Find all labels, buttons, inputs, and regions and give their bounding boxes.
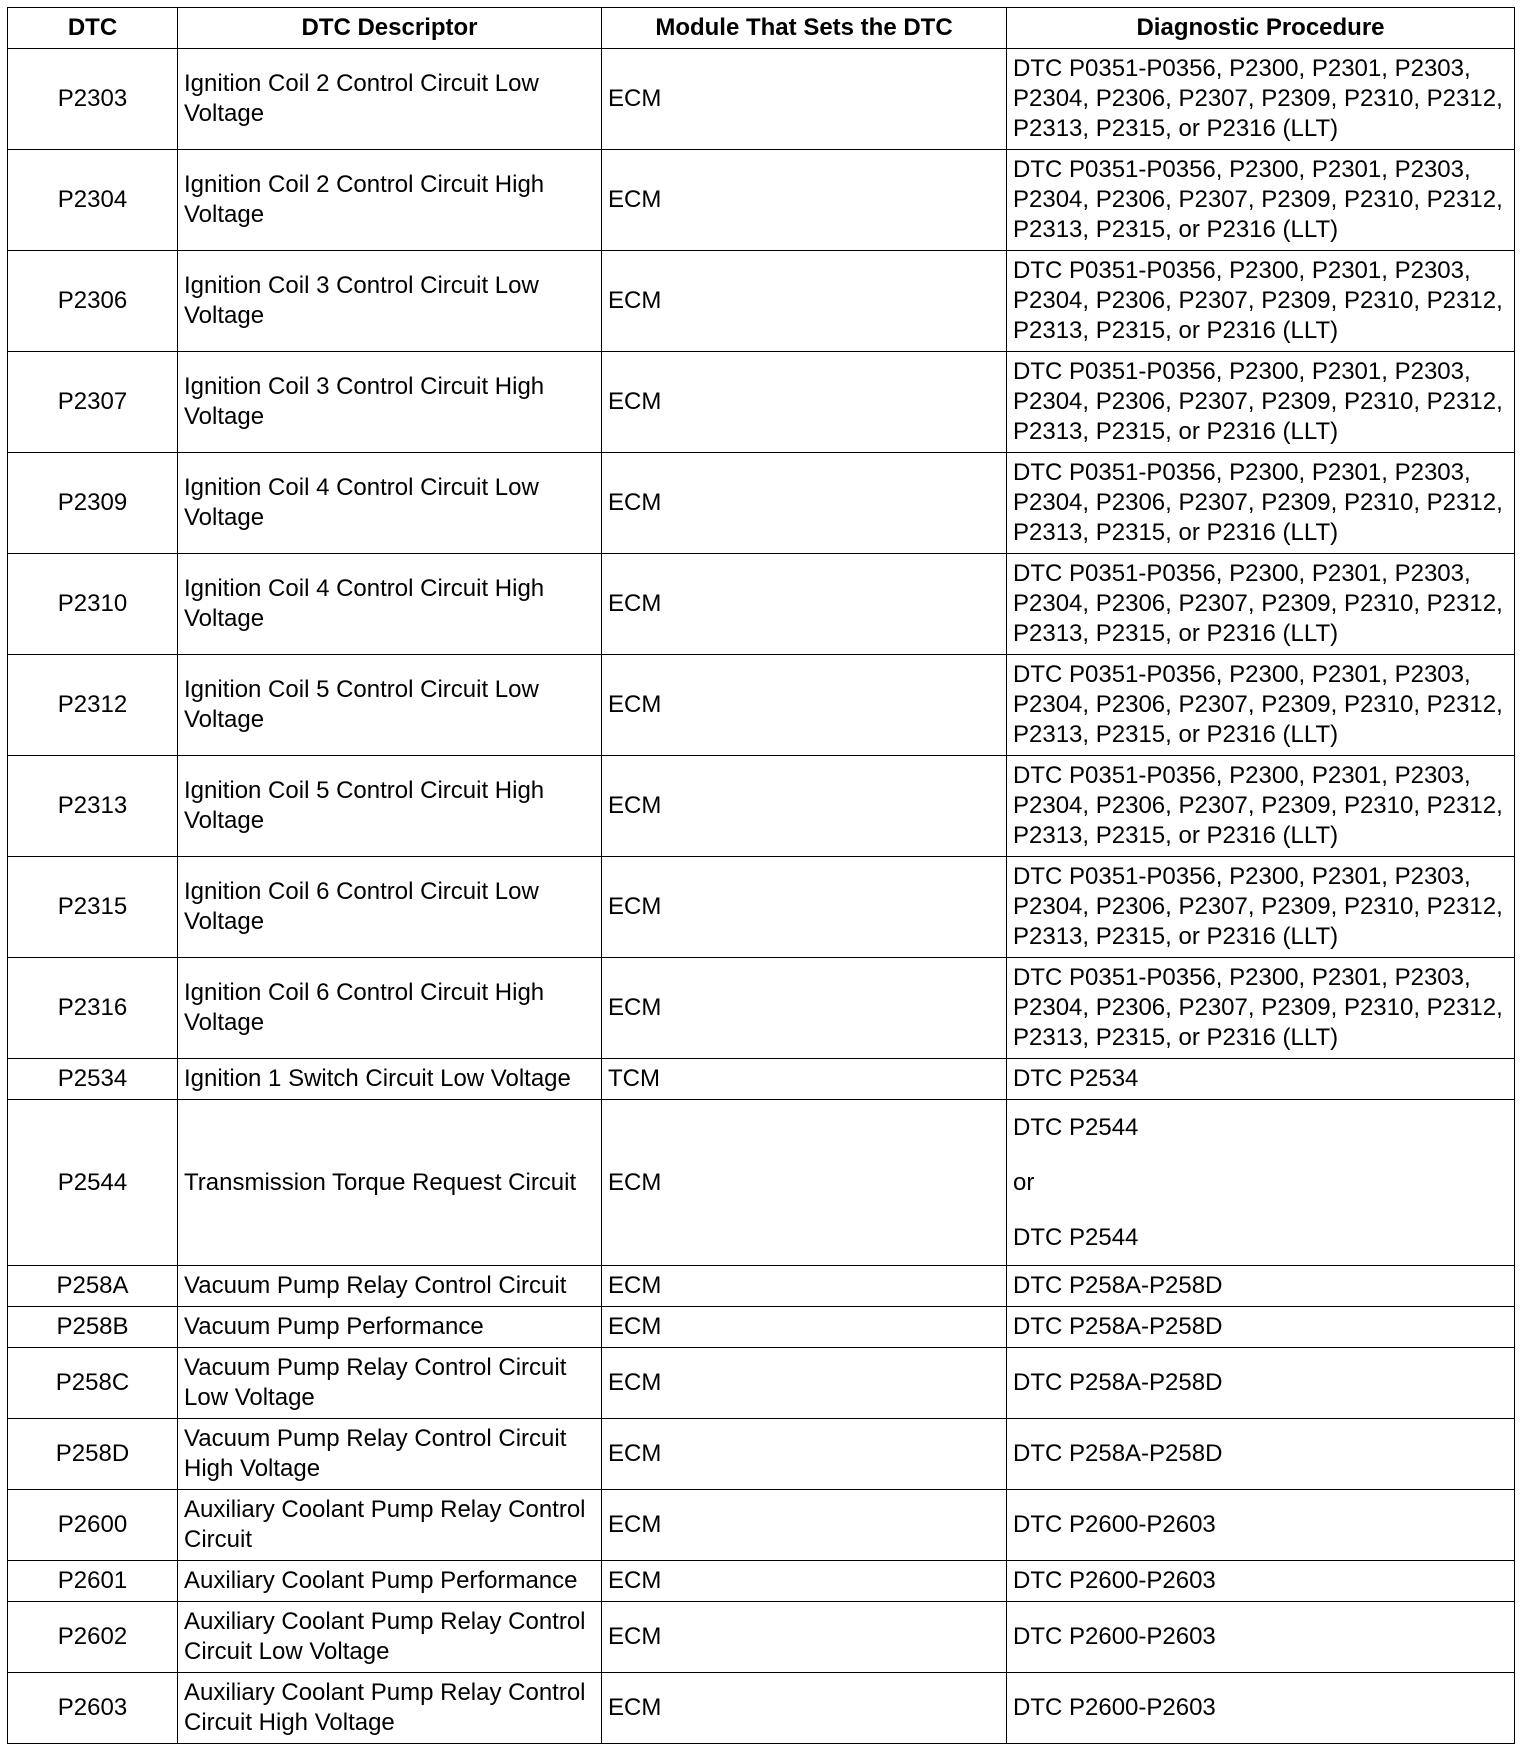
header-descriptor: DTC Descriptor (178, 8, 602, 49)
diagnostic-procedure: DTC P0351-P0356, P2300, P2301, P2303, P2304, P2306, P2307, P2309, P2310, P2312, P2313, P2315, or P2316 (LLT) (1007, 251, 1515, 352)
dtc-descriptor: Ignition Coil 5 Control Circuit Low Voltage (178, 655, 602, 756)
table-row (8, 1059, 1515, 1100)
dtc-descriptor: Ignition Coil 6 Control Circuit High Voltage (178, 958, 602, 1059)
table-row (8, 1490, 1515, 1561)
setting-module: ECM (602, 1673, 1007, 1744)
header-module: Module That Sets the DTC (602, 8, 1007, 49)
diagnostic-procedure: DTC P0351-P0356, P2300, P2301, P2303, P2304, P2306, P2307, P2309, P2310, P2312, P2313, P2315, or P2316 (LLT) (1007, 756, 1515, 857)
dtc-code: P2304 (8, 150, 178, 251)
diagnostic-procedure: DTC P0351-P0356, P2300, P2301, P2303, P2304, P2306, P2307, P2309, P2310, P2312, P2313, P2315, or P2316 (LLT) (1007, 150, 1515, 251)
setting-module: TCM (602, 1059, 1007, 1100)
dtc-code: P2303 (8, 49, 178, 150)
dtc-code: P2601 (8, 1561, 178, 1602)
dtc-descriptor: Auxiliary Coolant Pump Performance (178, 1561, 602, 1602)
header-dtc: DTC (8, 8, 178, 49)
dtc-code: P2312 (8, 655, 178, 756)
dtc-table (7, 7, 1515, 1744)
setting-module: ECM (602, 1602, 1007, 1673)
setting-module: ECM (602, 1307, 1007, 1348)
diagnostic-procedure: DTC P0351-P0356, P2300, P2301, P2303, P2304, P2306, P2307, P2309, P2310, P2312, P2313, P2315, or P2316 (LLT) (1007, 49, 1515, 150)
dtc-descriptor: Ignition Coil 5 Control Circuit High Voltage (178, 756, 602, 857)
setting-module: ECM (602, 1419, 1007, 1490)
dtc-descriptor: Ignition Coil 2 Control Circuit Low Voltage (178, 49, 602, 150)
dtc-descriptor: Ignition 1 Switch Circuit Low Voltage (178, 1059, 602, 1100)
dtc-code: P2306 (8, 251, 178, 352)
dtc-code: P2309 (8, 453, 178, 554)
diagnostic-procedure: DTC P258A-P258D (1007, 1348, 1515, 1419)
setting-module: ECM (602, 655, 1007, 756)
dtc-code: P2534 (8, 1059, 178, 1100)
setting-module: ECM (602, 352, 1007, 453)
dtc-code: P2307 (8, 352, 178, 453)
table-row (8, 150, 1515, 251)
diagnostic-procedure: DTC P258A-P258D (1007, 1307, 1515, 1348)
dtc-descriptor: Ignition Coil 3 Control Circuit Low Voltage (178, 251, 602, 352)
diagnostic-procedure: DTC P2600-P2603 (1007, 1490, 1515, 1561)
table-row (8, 1419, 1515, 1490)
dtc-descriptor: Ignition Coil 3 Control Circuit High Voltage (178, 352, 602, 453)
table-row (8, 958, 1515, 1059)
dtc-descriptor: Ignition Coil 6 Control Circuit Low Voltage (178, 857, 602, 958)
table-row (8, 655, 1515, 756)
dtc-code: P2544 (8, 1100, 178, 1266)
setting-module: ECM (602, 150, 1007, 251)
dtc-code: P2603 (8, 1673, 178, 1744)
table-row (8, 453, 1515, 554)
diagnostic-procedure: DTC P0351-P0356, P2300, P2301, P2303, P2304, P2306, P2307, P2309, P2310, P2312, P2313, P2315, or P2316 (LLT) (1007, 655, 1515, 756)
setting-module: ECM (602, 958, 1007, 1059)
dtc-code: P2316 (8, 958, 178, 1059)
dtc-descriptor: Auxiliary Coolant Pump Relay Control Circuit High Voltage (178, 1673, 602, 1744)
dtc-code: P2310 (8, 554, 178, 655)
diagnostic-procedure: DTC P0351-P0356, P2300, P2301, P2303, P2304, P2306, P2307, P2309, P2310, P2312, P2313, P2315, or P2316 (LLT) (1007, 453, 1515, 554)
dtc-descriptor: Vacuum Pump Relay Control Circuit (178, 1266, 602, 1307)
table-row (8, 756, 1515, 857)
setting-module: ECM (602, 554, 1007, 655)
diagnostic-procedure: DTC P0351-P0356, P2300, P2301, P2303, P2304, P2306, P2307, P2309, P2310, P2312, P2313, P2315, or P2316 (LLT) (1007, 857, 1515, 958)
setting-module: ECM (602, 1348, 1007, 1419)
dtc-code: P258A (8, 1266, 178, 1307)
diagnostic-procedure: DTC P258A-P258D (1007, 1419, 1515, 1490)
dtc-descriptor: Transmission Torque Request Circuit (178, 1100, 602, 1266)
dtc-code: P2315 (8, 857, 178, 958)
dtc-descriptor: Ignition Coil 4 Control Circuit High Voltage (178, 554, 602, 655)
setting-module: ECM (602, 453, 1007, 554)
diagnostic-procedure (1007, 1100, 1515, 1266)
procedure-line: DTC P2544 (1013, 1114, 1139, 1141)
diagnostic-procedure: DTC P2600-P2603 (1007, 1561, 1515, 1602)
diagnostic-procedure: DTC P2600-P2603 (1007, 1673, 1515, 1744)
setting-module: ECM (602, 251, 1007, 352)
diagnostic-procedure: DTC P2600-P2603 (1007, 1602, 1515, 1673)
table-row (8, 49, 1515, 150)
table-row (8, 352, 1515, 453)
dtc-code: P2313 (8, 756, 178, 857)
dtc-descriptor: Auxiliary Coolant Pump Relay Control Circuit (178, 1490, 602, 1561)
dtc-code: P2602 (8, 1602, 178, 1673)
setting-module: ECM (602, 1100, 1007, 1266)
dtc-code: P258D (8, 1419, 178, 1490)
setting-module: ECM (602, 857, 1007, 958)
dtc-descriptor: Ignition Coil 2 Control Circuit High Voltage (178, 150, 602, 251)
dtc-descriptor: Ignition Coil 4 Control Circuit Low Voltage (178, 453, 602, 554)
setting-module: ECM (602, 49, 1007, 150)
table-row (8, 1307, 1515, 1348)
header-procedure: Diagnostic Procedure (1007, 8, 1515, 49)
table-header-row (8, 8, 1515, 49)
setting-module: ECM (602, 756, 1007, 857)
diagnostic-procedure: DTC P0351-P0356, P2300, P2301, P2303, P2304, P2306, P2307, P2309, P2310, P2312, P2313, P2315, or P2316 (LLT) (1007, 554, 1515, 655)
table-row (8, 1348, 1515, 1419)
dtc-code: P258C (8, 1348, 178, 1419)
dtc-descriptor: Vacuum Pump Relay Control Circuit Low Voltage (178, 1348, 602, 1419)
procedure-line: DTC P2544 (1013, 1224, 1139, 1251)
table-row (8, 1602, 1515, 1673)
dtc-descriptor: Auxiliary Coolant Pump Relay Control Circuit Low Voltage (178, 1602, 602, 1673)
dtc-code: P2600 (8, 1490, 178, 1561)
table-row (8, 1561, 1515, 1602)
diagnostic-procedure: DTC P2534 (1007, 1059, 1515, 1100)
setting-module: ECM (602, 1490, 1007, 1561)
diagnostic-procedure: DTC P0351-P0356, P2300, P2301, P2303, P2304, P2306, P2307, P2309, P2310, P2312, P2313, P2315, or P2316 (LLT) (1007, 352, 1515, 453)
dtc-descriptor: Vacuum Pump Relay Control Circuit High Voltage (178, 1419, 602, 1490)
table-row (8, 1673, 1515, 1744)
table-row (8, 1266, 1515, 1307)
setting-module: ECM (602, 1561, 1007, 1602)
diagnostic-procedure: DTC P0351-P0356, P2300, P2301, P2303, P2304, P2306, P2307, P2309, P2310, P2312, P2313, P2315, or P2316 (LLT) (1007, 958, 1515, 1059)
setting-module: ECM (602, 1266, 1007, 1307)
table-row (8, 857, 1515, 958)
diagnostic-procedure: DTC P258A-P258D (1007, 1266, 1515, 1307)
table-row (8, 251, 1515, 352)
table-row (8, 554, 1515, 655)
table-row (8, 1100, 1515, 1266)
dtc-descriptor: Vacuum Pump Performance (178, 1307, 602, 1348)
dtc-code: P258B (8, 1307, 178, 1348)
procedure-line: or (1013, 1169, 1035, 1196)
